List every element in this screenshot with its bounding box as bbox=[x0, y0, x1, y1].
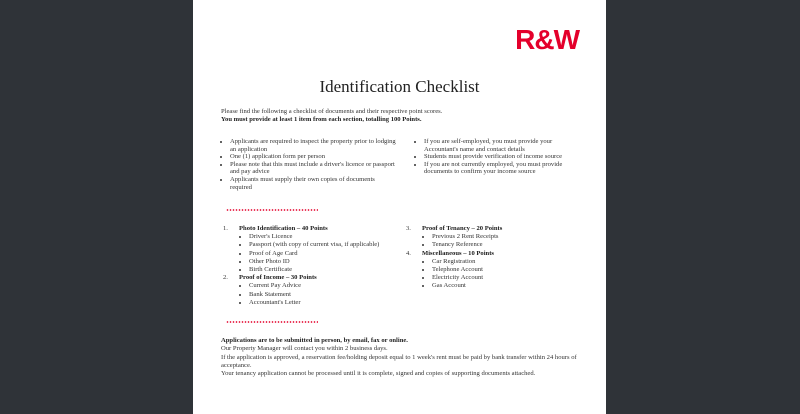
footer-line: If the application is approved, a reservation fee/holding deposit equal to 1 week's rent must be paid by bank transfer within 24 hours of acceptance. bbox=[221, 353, 577, 369]
document-page bbox=[193, 0, 606, 414]
footer-line: Your tenancy application cannot be processed until it is complete, signed and copies of supporting documents attached. bbox=[221, 370, 536, 378]
section-number: 3. bbox=[406, 225, 411, 232]
list-item: • Gas Account bbox=[432, 282, 586, 290]
dotted-divider bbox=[226, 321, 318, 323]
list-item: • Tenancy Reference bbox=[432, 241, 586, 249]
list-item: • Proof of Age Card bbox=[249, 250, 403, 258]
list-item: • If you are not currently employed, you must provide documents to confirm your income source bbox=[424, 161, 585, 176]
requirements-left bbox=[221, 138, 396, 191]
list-item: • If you are self-employed, you must provide your Accountant's name and contact details bbox=[424, 138, 585, 153]
submission-info bbox=[221, 337, 601, 378]
list-item: • Accountant's Letter bbox=[249, 299, 403, 307]
section-heading: Proof of Income – 30 Points bbox=[239, 274, 317, 282]
section-number: 4. bbox=[406, 249, 411, 257]
intro-requirement: You must provide at least 1 item from each section, totalling 100 Points. bbox=[221, 116, 422, 124]
footer-line: Our Property Manager will contact you within 2 business days. bbox=[221, 345, 388, 353]
requirements-right bbox=[415, 138, 585, 176]
section-number: 1. bbox=[223, 225, 228, 232]
list-item: • Previous 2 Rent Receipts bbox=[432, 233, 586, 241]
list-item: • Applicants are required to inspect the property prior to lodging an application bbox=[230, 138, 396, 153]
list-item: • Birth Certificate bbox=[249, 266, 403, 274]
section-heading: Miscellaneous – 10 Points bbox=[422, 249, 494, 257]
list-item: • Other Photo ID bbox=[249, 258, 403, 266]
brand-logo: R&W bbox=[515, 24, 579, 55]
section-heading: Photo Identification – 40 Points bbox=[239, 225, 328, 232]
dotted-divider bbox=[226, 209, 318, 211]
list-item: • Please note that this must include a driver's licence or passport and pay advice bbox=[230, 161, 396, 176]
list-item: • Car Registration bbox=[432, 258, 586, 266]
list-item: • Current Pay Advice bbox=[249, 282, 403, 290]
section-photo-identification bbox=[223, 225, 403, 274]
list-item: • Electricity Account bbox=[432, 274, 586, 282]
list-item: • Driver's Licence bbox=[249, 233, 403, 241]
submission-heading: Applications are to be submitted in person, by email, fax or online. bbox=[221, 337, 408, 344]
section-miscellaneous bbox=[406, 250, 586, 291]
section-heading: Proof of Tenancy – 20 Points bbox=[422, 225, 503, 232]
intro-line: Please find the following a checklist of documents and their respective point scores. bbox=[221, 108, 443, 115]
sections-left bbox=[223, 225, 403, 307]
list-item: • Telephone Account bbox=[432, 266, 586, 274]
page-title: Identification Checklist bbox=[319, 77, 480, 96]
list-item: • Students must provide verification of income source bbox=[424, 153, 585, 161]
intro-text bbox=[221, 108, 601, 124]
list-item: • One (1) application form per person bbox=[230, 153, 396, 161]
section-proof-of-income bbox=[223, 274, 403, 307]
list-item: • Bank Statement bbox=[249, 291, 403, 299]
section-number: 2. bbox=[223, 274, 228, 282]
list-item: • Passport (with copy of current visa, if applicable) bbox=[249, 241, 403, 249]
list-item: • Applicants must supply their own copies of documents required bbox=[230, 176, 396, 191]
sections-right bbox=[406, 225, 586, 291]
section-proof-of-tenancy bbox=[406, 225, 586, 250]
